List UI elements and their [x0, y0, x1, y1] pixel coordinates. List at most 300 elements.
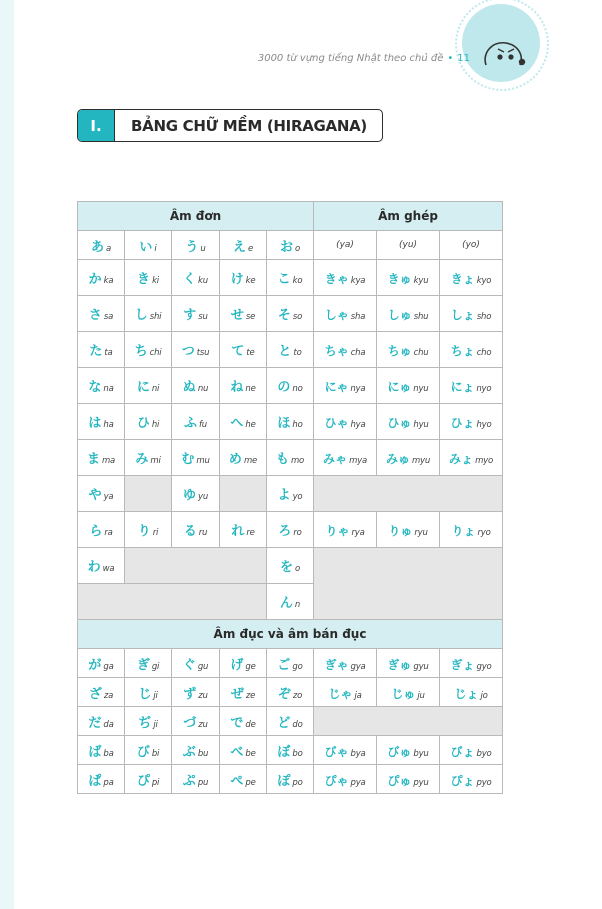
- romaji: ru: [198, 528, 208, 538]
- romaji: ki: [152, 276, 159, 286]
- romaji: ni: [151, 384, 160, 394]
- kana-char: と: [278, 344, 292, 359]
- kana-cell: [440, 296, 503, 332]
- kana-char: ひゃ: [324, 416, 349, 430]
- romaji: myu: [411, 456, 431, 466]
- kana-cell: [78, 332, 125, 368]
- section-header: [77, 109, 383, 142]
- kana-cell: [78, 440, 125, 476]
- kana-cell: [440, 649, 503, 678]
- kana-cell: [78, 548, 125, 584]
- kana-char: ぴゅ: [387, 773, 412, 788]
- kana-char: さ: [88, 308, 102, 323]
- romaji: se: [245, 312, 256, 322]
- romaji: e: [247, 243, 254, 254]
- kana-cell: [125, 332, 172, 368]
- kana-cell: [78, 512, 125, 548]
- romaji: ka: [103, 276, 114, 286]
- kana-char: ぢ: [138, 715, 152, 731]
- kana-char: く: [183, 272, 197, 287]
- kana-char: ぼ: [277, 744, 291, 760]
- kana-char: に: [136, 380, 150, 395]
- kana-char: じゃ: [328, 686, 353, 701]
- kana-char: ちゃ: [324, 344, 349, 358]
- kana-char: ど: [277, 715, 291, 731]
- kana-cell: [377, 368, 440, 404]
- kana-cell: [267, 231, 314, 260]
- kana-cell: [78, 707, 125, 736]
- kana-cell: [172, 476, 220, 512]
- kana-cell: [267, 476, 314, 512]
- kana-char: だ: [88, 715, 102, 731]
- running-head-title: 3000 từ vựng tiếng Nhật theo chủ đề: [257, 53, 444, 64]
- yoon-label: (ya): [314, 231, 377, 260]
- romaji: to: [293, 348, 302, 358]
- table-row: [78, 707, 503, 736]
- kana-cell: [220, 231, 267, 260]
- kana-cell: [267, 404, 314, 440]
- romaji: de: [245, 719, 256, 730]
- romaji: a: [106, 243, 112, 254]
- romaji: go: [292, 661, 303, 672]
- kana-cell: [220, 440, 267, 476]
- table-row: [78, 260, 503, 296]
- kana-char: ちゅ: [387, 344, 412, 358]
- romaji: mi: [150, 456, 161, 466]
- kana-char: ね: [230, 380, 244, 395]
- kana-cell: [172, 368, 220, 404]
- romaji: ri: [152, 528, 159, 538]
- kana-char: こ: [277, 272, 291, 287]
- kana-char: を: [279, 560, 293, 575]
- romaji: tsu: [196, 348, 210, 358]
- kana-cell: [267, 678, 314, 707]
- kana-cell: [267, 707, 314, 736]
- kana-cell: [172, 678, 220, 707]
- kana-cell: [267, 260, 314, 296]
- kana-cell: [172, 736, 220, 765]
- kana-char: け: [230, 272, 244, 287]
- kana-cell: [172, 231, 220, 260]
- kana-cell: [172, 649, 220, 678]
- romaji: pyu: [413, 777, 429, 788]
- kana-char: にょ: [450, 380, 475, 394]
- kana-cell: [267, 512, 314, 548]
- romaji: nyu: [413, 384, 429, 394]
- kana-cell: [440, 440, 503, 476]
- romaji: rya: [351, 528, 365, 538]
- kana-cell: [314, 260, 377, 296]
- kana-cell: [314, 368, 377, 404]
- kana-char: の: [277, 380, 291, 395]
- kana-cell: [377, 512, 440, 548]
- kana-cell: [267, 440, 314, 476]
- table-row: [78, 736, 503, 765]
- romaji: za: [103, 690, 114, 701]
- romaji: kyo: [476, 276, 492, 286]
- kana-cell: [377, 440, 440, 476]
- kana-char: びゃ: [324, 744, 349, 759]
- kana-cell: [172, 260, 220, 296]
- romaji: nu: [197, 384, 209, 394]
- romaji: bu: [197, 748, 209, 759]
- kana-char: も: [275, 452, 289, 467]
- kana-cell: [78, 736, 125, 765]
- romaji: so: [292, 312, 303, 322]
- kana-cell: [78, 765, 125, 794]
- kana-char: き: [137, 272, 151, 287]
- kana-cell: [125, 231, 172, 260]
- kana-cell: [172, 296, 220, 332]
- kana-cell: [125, 260, 172, 296]
- hiragana-table: [77, 201, 503, 794]
- kana-cell: [125, 707, 172, 736]
- kana-cell: [78, 404, 125, 440]
- kana-cell: [314, 440, 377, 476]
- column-header: Âm đơn: [78, 202, 314, 231]
- kana-char: りゅ: [388, 524, 413, 538]
- romaji: cho: [476, 348, 492, 358]
- table-row: [78, 548, 503, 584]
- kana-cell: [220, 404, 267, 440]
- kana-char: りょ: [451, 524, 476, 538]
- kana-cell: [440, 404, 503, 440]
- kana-cell: [267, 296, 314, 332]
- romaji: mo: [290, 456, 305, 466]
- kana-cell: [314, 332, 377, 368]
- table-row: [78, 512, 503, 548]
- kana-cell: [377, 404, 440, 440]
- kana-char: ぜ: [230, 686, 244, 702]
- kana-cell: [78, 368, 125, 404]
- romaji: o: [295, 564, 301, 574]
- table-row: [78, 332, 503, 368]
- table-row: [78, 476, 503, 512]
- kana-char: ぐ: [182, 657, 196, 673]
- yoon-label: (yu): [377, 231, 440, 260]
- kana-char: ぴゃ: [324, 773, 349, 788]
- empty-cell: [314, 548, 503, 620]
- kana-char: ぺ: [230, 773, 244, 789]
- romaji: cha: [350, 348, 366, 358]
- romaji: ji: [153, 690, 158, 701]
- kana-char: め: [228, 452, 242, 467]
- kana-char: ぎょ: [450, 657, 475, 672]
- kana-char: ぎゅ: [387, 657, 412, 672]
- kana-char: ろ: [278, 524, 292, 539]
- kana-cell: [440, 368, 503, 404]
- empty-cell: [78, 584, 267, 620]
- romaji: yu: [197, 492, 209, 502]
- romaji: da: [103, 719, 114, 730]
- mascot-face-icon: [478, 35, 528, 73]
- kana-char: ま: [86, 452, 100, 467]
- empty-cell: [314, 707, 503, 736]
- kana-cell: [377, 296, 440, 332]
- yoon-label: (yo): [440, 231, 503, 260]
- kana-cell: [377, 332, 440, 368]
- kana-char: しゅ: [387, 308, 412, 322]
- romaji: ta: [104, 348, 113, 358]
- kana-char: じょ: [454, 686, 479, 701]
- kana-char: せ: [230, 308, 244, 323]
- romaji: he: [245, 420, 256, 430]
- kana-char: べ: [230, 744, 244, 760]
- table-row: [78, 404, 503, 440]
- kana-char: ら: [89, 524, 103, 539]
- table-row: [78, 440, 503, 476]
- kana-char: にゃ: [324, 380, 349, 394]
- kana-char: か: [88, 272, 102, 287]
- kana-char: ぱ: [88, 773, 102, 789]
- kana-char: じ: [138, 686, 152, 702]
- romaji: ra: [104, 528, 113, 538]
- kana-char: ぽ: [277, 773, 291, 789]
- kana-cell: [220, 296, 267, 332]
- romaji: re: [246, 528, 255, 538]
- kana-cell: [377, 649, 440, 678]
- kana-cell: [78, 476, 125, 512]
- kana-char: わ: [87, 560, 101, 575]
- kana-char: にゅ: [387, 380, 412, 394]
- kana-char: ぎ: [136, 657, 150, 673]
- table-row: [78, 678, 503, 707]
- romaji: gu: [197, 661, 209, 672]
- kana-char: ゆ: [182, 488, 196, 503]
- romaji: ga: [103, 661, 114, 672]
- kana-char: みょ: [449, 452, 474, 466]
- romaji: shu: [413, 312, 429, 322]
- romaji: pu: [197, 777, 209, 788]
- kana-cell: [220, 260, 267, 296]
- kana-char: ぬ: [182, 380, 196, 395]
- kana-cell: [440, 512, 503, 548]
- kana-cell: [125, 440, 172, 476]
- kana-char: え: [232, 239, 246, 255]
- kana-char: ぶ: [182, 744, 196, 760]
- kana-char: な: [88, 380, 102, 395]
- kana-cell: [172, 512, 220, 548]
- kana-char: み: [135, 452, 149, 467]
- kana-cell: [314, 512, 377, 548]
- kana-cell: [125, 736, 172, 765]
- romaji: po: [292, 777, 303, 788]
- kana-cell: [78, 231, 125, 260]
- kana-cell: [125, 649, 172, 678]
- table-row: [78, 368, 503, 404]
- empty-cell: [125, 476, 172, 512]
- kana-char: げ: [230, 657, 244, 673]
- kana-cell: [440, 260, 503, 296]
- romaji: myo: [475, 456, 493, 466]
- kana-char: で: [230, 715, 244, 731]
- romaji: hya: [350, 420, 366, 430]
- kana-char: て: [231, 344, 245, 359]
- romaji: ryu: [414, 528, 428, 538]
- kana-cell: [78, 678, 125, 707]
- romaji: sho: [476, 312, 492, 322]
- romaji: bi: [151, 748, 160, 759]
- romaji: bya: [350, 748, 366, 759]
- romaji: gyu: [413, 661, 429, 672]
- kana-char: び: [136, 744, 150, 760]
- kana-char: ざ: [88, 686, 102, 702]
- kana-cell: [220, 707, 267, 736]
- column-header: Âm đục và âm bán đục: [78, 620, 503, 649]
- kana-cell: [314, 649, 377, 678]
- empty-cell: [125, 548, 267, 584]
- romaji: do: [292, 719, 303, 730]
- romaji: no: [292, 384, 303, 394]
- kana-char: ひ: [136, 416, 150, 431]
- kana-char: りゃ: [325, 524, 350, 538]
- section-number: I.: [78, 110, 115, 141]
- romaji: pe: [245, 777, 256, 788]
- romaji: ja: [354, 690, 362, 701]
- romaji: wa: [102, 564, 115, 574]
- romaji: su: [198, 312, 208, 322]
- page-edge-strip: [0, 0, 14, 909]
- kana-char: ぴ: [136, 773, 150, 789]
- romaji: kyu: [413, 276, 429, 286]
- romaji: hyu: [413, 420, 429, 430]
- kana-cell: [78, 296, 125, 332]
- romaji: byu: [413, 748, 429, 759]
- kana-cell: [220, 765, 267, 794]
- kana-char: きゃ: [324, 272, 349, 286]
- kana-char: は: [88, 416, 102, 431]
- romaji: ku: [198, 276, 208, 286]
- romaji: ryo: [477, 528, 491, 538]
- kana-cell: [440, 678, 503, 707]
- romaji: ho: [292, 420, 303, 430]
- kana-char: ば: [88, 744, 102, 760]
- kana-cell: [172, 332, 220, 368]
- kana-char: づ: [183, 715, 197, 731]
- romaji: jo: [480, 690, 488, 701]
- kana-cell: [267, 736, 314, 765]
- romaji: pa: [103, 777, 114, 788]
- table-row: [78, 296, 503, 332]
- romaji: chu: [413, 348, 429, 358]
- romaji: sha: [350, 312, 366, 322]
- romaji: fu: [199, 420, 207, 430]
- kana-cell: [314, 678, 377, 707]
- romaji: ne: [245, 384, 256, 394]
- kana-char: しゃ: [324, 308, 349, 322]
- kana-char: そ: [277, 308, 291, 323]
- romaji: be: [245, 748, 256, 759]
- romaji: n: [294, 600, 301, 610]
- page-number: 11: [457, 53, 470, 64]
- kana-cell: [125, 512, 172, 548]
- romaji: ko: [292, 276, 303, 286]
- kana-char: ぴょ: [450, 773, 475, 788]
- kana-cell: [220, 332, 267, 368]
- kana-cell: [125, 404, 172, 440]
- kana-char: ぷ: [182, 773, 196, 789]
- kana-char: ち: [134, 344, 148, 359]
- kana-char: ちょ: [450, 344, 475, 358]
- kana-cell: [220, 736, 267, 765]
- romaji: yo: [292, 492, 303, 502]
- romaji: nya: [350, 384, 366, 394]
- kana-cell: [440, 765, 503, 794]
- kana-cell: [314, 765, 377, 794]
- kana-cell: [440, 736, 503, 765]
- table-row: [78, 765, 503, 794]
- romaji: mu: [196, 456, 210, 466]
- kana-cell: [220, 512, 267, 548]
- table-row: [78, 649, 503, 678]
- kana-char: つ: [181, 344, 195, 359]
- kana-cell: [314, 736, 377, 765]
- kana-char: じゅ: [391, 686, 416, 701]
- empty-cell: [314, 476, 503, 512]
- romaji: gya: [350, 661, 366, 672]
- running-head: 3000 từ vựng tiếng Nhật theo chủ đề • 11: [257, 53, 470, 64]
- romaji: shi: [149, 312, 162, 322]
- romaji: mya: [349, 456, 367, 466]
- romaji: pya: [350, 777, 366, 788]
- kana-cell: [267, 765, 314, 794]
- kana-char: ひゅ: [387, 416, 412, 430]
- kana-cell: [125, 678, 172, 707]
- romaji: zu: [198, 690, 208, 701]
- kana-cell: [267, 368, 314, 404]
- header-row: [78, 202, 503, 231]
- romaji: ma: [101, 456, 116, 466]
- kana-char: た: [89, 344, 103, 359]
- kana-char: あ: [90, 239, 104, 255]
- kana-char: ん: [279, 596, 293, 611]
- romaji: sa: [103, 312, 114, 322]
- kana-char: す: [183, 308, 197, 323]
- kana-char: へ: [230, 416, 244, 431]
- kana-cell: [377, 260, 440, 296]
- romaji: gi: [151, 661, 160, 672]
- romaji: zu: [198, 719, 208, 730]
- kana-char: り: [137, 524, 151, 539]
- romaji: te: [246, 348, 255, 358]
- romaji: zo: [292, 690, 303, 701]
- romaji: pi: [151, 777, 160, 788]
- kana-char: や: [88, 488, 102, 503]
- kana-cell: [125, 296, 172, 332]
- kana-char: ぞ: [277, 686, 291, 702]
- kana-cell: [314, 404, 377, 440]
- kana-char: ご: [277, 657, 291, 673]
- kana-char: い: [139, 239, 153, 255]
- kana-char: が: [88, 657, 102, 673]
- romaji: ba: [103, 748, 114, 759]
- kana-char: ひょ: [450, 416, 475, 430]
- romaji: chi: [149, 348, 162, 358]
- kana-char: ふ: [184, 416, 198, 431]
- column-header: Âm ghép: [314, 202, 503, 231]
- kana-cell: [267, 332, 314, 368]
- romaji: ha: [103, 420, 114, 430]
- kana-cell: [267, 649, 314, 678]
- kana-char: う: [185, 239, 199, 255]
- kana-cell: [125, 765, 172, 794]
- table-row: [78, 231, 503, 260]
- romaji: kya: [350, 276, 366, 286]
- kana-char: びょ: [450, 744, 475, 759]
- kana-cell: [267, 584, 314, 620]
- romaji: u: [200, 243, 206, 254]
- kana-char: みゅ: [385, 452, 410, 466]
